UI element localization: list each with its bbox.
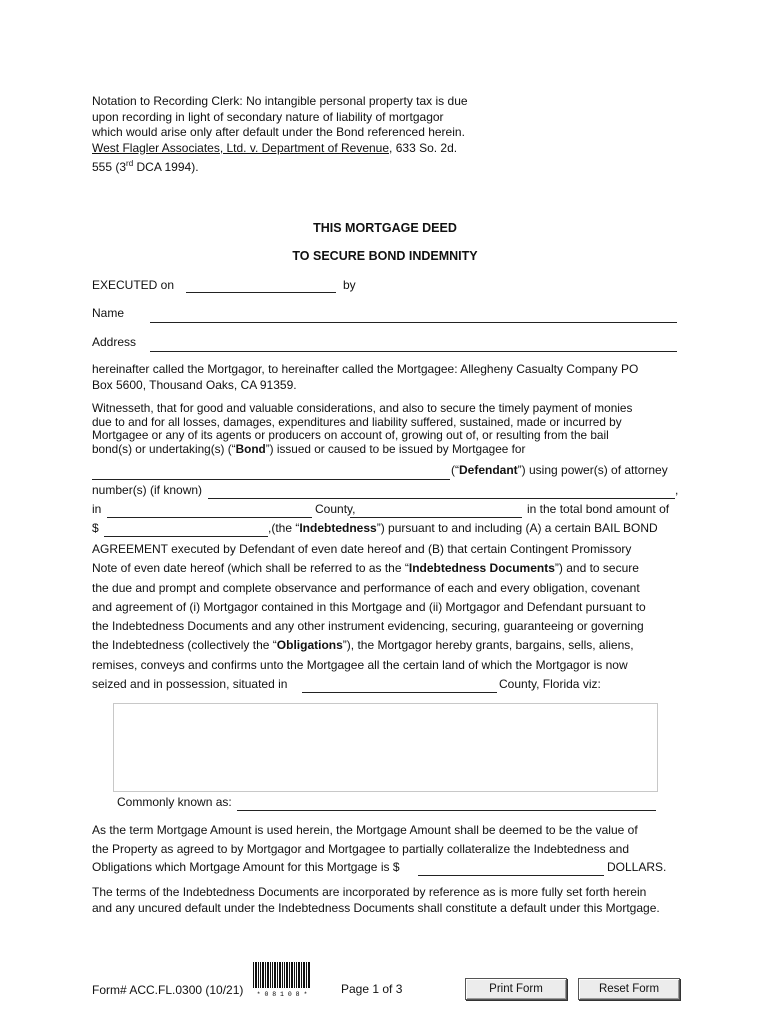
barcode-bars	[253, 962, 310, 988]
indebtedness-label: ,(the “Indebtedness”) pursuant to and including (A) a certain BAIL BOND	[268, 521, 658, 535]
barcode-text: * 0 8 1 0 8 *	[256, 991, 308, 998]
terms-paragraph: The terms of the Indebtedness Documents are incorporated by reference as is more fully set forth herein and any uncured default under the Indebtedness Documents shall constitute a default under this Mortgage.	[92, 885, 660, 915]
address-label: Address	[92, 335, 137, 349]
defendant-label: (“Defendant”) using power(s) of attorney	[451, 463, 668, 477]
address-field[interactable]	[150, 337, 677, 352]
notation-line: upon recording in light of secondary nature of liability of mortgagor	[92, 109, 444, 124]
legal-description-textarea[interactable]	[113, 703, 658, 792]
witnesseth-paragraph: Witnesseth, that for good and valuable considerations, and also to secure the timely payment of monies due to and for all losses, damages, expenditures and liability suffered, sustained, made or incurred by Mortgagee or any of its agents or producers on account of, growing out of, or resulting from the bail bond(s) or undertaking(s) (“Bond”) issued or caused to be issued by Mortgagee for	[92, 401, 633, 456]
mortgage-amount-paragraph: As the term Mortgage Amount is used herein, the Mortgage Amount shall be deemed to be the value of the Property as agreed to by Mortgagor and Mortgagee to partially collateralize the Indebtedness and	[92, 823, 638, 857]
by-label: by	[343, 278, 356, 292]
executed-label: EXECUTED on	[92, 278, 175, 292]
notation-line: which would arise only after default under the Bond referenced herein.	[92, 125, 465, 139]
barcode-icon	[253, 962, 311, 998]
notation-citation: West Flagler Associates, Ltd. v. Department of Revenue, 633 So. 2d.	[92, 140, 458, 155]
mortgagee-paragraph: hereinafter called the Mortgagor, to hereinafter called the Mortgagee: Allegheny Casualty Company PO Box 5600, Thousand Oaks, CA 91359.	[92, 362, 639, 392]
name-field[interactable]	[150, 308, 677, 323]
name-label: Name	[92, 306, 125, 320]
notation-citation-end: 555 (3rd DCA 1994).	[92, 159, 199, 174]
grant-paragraph: AGREEMENT executed by Defendant of even date hereof and (B) that certain Contingent Promissory Note of even date hereof (which shall be referred to as the “Indebtedness Documents”) and to secure the due and prompt and complete observance and performance of each and every obligation, covenant and agreement of (i) Mortgagor contained in this Mortgage and (ii) Mortgagor and Defendant pursuant to the Indebtedness Documents and any other instrument evidencing, securing, guaranteeing or governing the Indebtedness (collectively the “Obligations”), the Mortgagor hereby grants, bargains, sells, aliens, remises, conveys and confirms unto the Mortgagee all the certain land of which the Mortgagor is now	[92, 542, 646, 672]
total-bond-label: in the total bond amount of	[527, 502, 670, 516]
bond-term: Bond	[235, 441, 266, 456]
commonly-known-label: Commonly known as:	[117, 795, 232, 809]
dollars-label: DOLLARS.	[607, 860, 667, 874]
case-name: West Flagler Associates, Ltd. v. Department of Revenue,	[92, 140, 393, 155]
mortgage-amount-label: Obligations which Mortgage Amount for this Mortgage is $	[92, 860, 400, 874]
page-number: Page 1 of 3	[341, 982, 403, 996]
mortgage-amount-field[interactable]	[418, 861, 604, 876]
in-label: in	[92, 502, 102, 516]
situated-label: seized and in possession, situated in	[92, 677, 288, 691]
commonly-known-field[interactable]	[237, 796, 656, 811]
property-county-field[interactable]	[302, 678, 497, 693]
county-label: County,	[315, 502, 356, 516]
county-florida-label: County, Florida viz:	[499, 677, 601, 691]
defendant-name-field[interactable]	[92, 465, 450, 480]
reset-form-button[interactable]: Reset Form	[578, 978, 680, 1000]
power-numbers-label: number(s) (if known)	[92, 483, 203, 497]
power-numbers-field[interactable]	[208, 484, 675, 499]
notation-line: Notation to Recording Clerk: No intangible personal property tax is due	[92, 94, 468, 108]
print-form-button[interactable]: Print Form	[465, 978, 567, 1000]
state-field[interactable]	[350, 503, 522, 518]
dollar-sign: $	[92, 521, 99, 535]
executed-date-field[interactable]	[186, 278, 336, 293]
bond-amount-field[interactable]	[104, 522, 268, 537]
document-subtitle: TO SECURE BOND INDEMNITY	[292, 249, 478, 263]
recording-notation	[92, 94, 468, 176]
form-number: Form# ACC.FL.0300 (10/21)	[92, 983, 244, 997]
county-field[interactable]	[107, 503, 312, 518]
document-title: THIS MORTGAGE DEED	[313, 221, 457, 235]
